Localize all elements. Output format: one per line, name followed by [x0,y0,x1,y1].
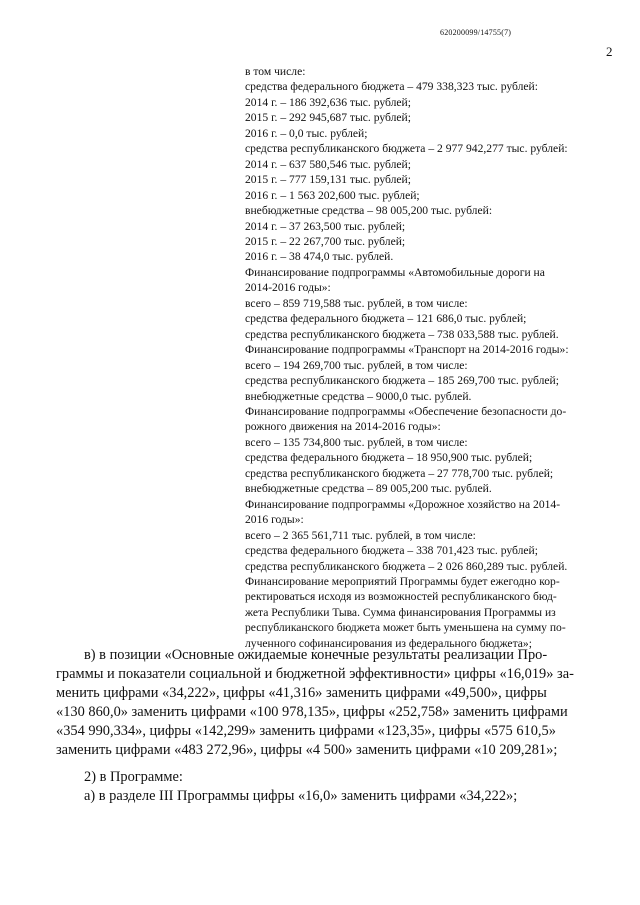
funding-line: Финансирование подпрограммы «Транспорт на 2014-2016 годы»: [245,343,569,357]
funding-line: рожного движения на 2014-2016 годы»: [245,420,441,434]
funding-line: средства федерального бюджета – 121 686,0 тыс. рублей; [245,312,527,326]
funding-line: 2016 годы»: [245,513,304,527]
funding-line: Финансирование подпрограммы «Автомобильные дороги на [245,265,545,279]
funding-line: Финансирование мероприятий Программы будет ежегодно кор- [245,574,560,588]
funding-line: всего – 859 719,588 тыс. рублей, в том числе: [245,296,468,310]
funding-line: лученного софинансирования из федерального бюджета»; [245,636,532,650]
funding-line: 2016 г. – 38 474,0 тыс. рублей. [245,250,394,264]
paragraph-2 [56,768,612,806]
funding-line: всего – 194 269,700 тыс. рублей, в том числе: [245,358,468,372]
funding-line: 2014 г. – 37 263,500 тыс. рублей; [245,219,406,233]
funding-line: средства федерального бюджета – 479 338,323 тыс. рублей: [245,80,538,94]
funding-line: средства республиканского бюджета – 2 977 942,277 тыс. рублей: [245,142,568,156]
paragraph-line: заменить цифрами «483 272,96», цифры «4 500» заменить цифрами «10 209,281»; [56,741,558,758]
funding-line: средства республиканского бюджета – 185 269,700 тыс. рублей; [245,374,559,388]
funding-line: 2014-2016 годы»: [245,281,331,295]
paragraph-line: «130 860,0» заменить цифрами «100 978,135», цифры «252,758» заменить цифрами [56,703,568,720]
paragraph-v [56,646,612,759]
funding-block [245,64,615,651]
funding-line: Финансирование подпрограммы «Дорожное хозяйство на 2014- [245,497,561,511]
funding-line: 2014 г. – 637 580,546 тыс. рублей; [245,157,411,171]
funding-line: внебюджетные средства – 9000,0 тыс. рублей. [245,389,472,403]
funding-line: средства республиканского бюджета – 27 778,700 тыс. рублей; [245,466,554,480]
funding-line: 2016 г. – 1 563 202,600 тыс. рублей; [245,188,420,202]
funding-line: республиканского бюджета может быть уменьшена на сумму по- [245,621,566,635]
funding-line: средства республиканского бюджета – 738 033,588 тыс. рублей. [245,327,559,341]
funding-line: средства федерального бюджета – 338 701,423 тыс. рублей; [245,544,538,558]
funding-line: 2015 г. – 777 159,131 тыс. рублей; [245,173,411,187]
funding-line: внебюджетные средства – 89 005,200 тыс. рублей. [245,482,492,496]
funding-line: жета Республики Тыва. Сумма финансирования Программы из [245,605,556,619]
funding-line: ректироваться исходя из возможностей республиканского бюд- [245,590,557,604]
funding-line: средства республиканского бюджета – 2 026 860,289 тыс. рублей. [245,559,568,573]
funding-line: внебюджетные средства – 98 005,200 тыс. рублей: [245,204,493,218]
paragraph-line: «354 990,334», цифры «142,299» заменить цифрами «123,35», цифры «575 610,5» [56,722,556,739]
funding-line: в том числе: [245,65,306,78]
funding-line: всего – 135 734,800 тыс. рублей, в том числе: [245,435,468,449]
funding-line: 2014 г. – 186 392,636 тыс. рублей; [245,95,411,109]
funding-line: 2015 г. – 22 267,700 тыс. рублей; [245,234,406,248]
funding-line: средства федерального бюджета – 18 950,900 тыс. рублей; [245,451,533,465]
paragraph-line: граммы и показатели социальной и бюджетной эффективности» цифры «16,019» за- [56,665,574,682]
funding-line: 2015 г. – 292 945,687 тыс. рублей; [245,111,411,125]
funding-line: всего – 2 365 561,711 тыс. рублей, в том числе: [245,528,476,542]
paragraph-line: в) в позиции «Основные ожидаемые конечные результаты реализации Про- [84,647,548,663]
paragraph-line: 2) в Программе: [84,769,183,785]
funding-line: 2016 г. – 0,0 тыс. рублей; [245,126,368,140]
paragraph-line: а) в разделе III Программы цифры «16,0» заменить цифрами «34,222»; [84,787,518,804]
page-number: 2 [606,44,613,59]
document-number: 620200099/14755(7) [440,28,512,37]
funding-line: Финансирование подпрограммы «Обеспечение безопасности до- [245,404,567,418]
paragraph-line: менить цифрами «34,222», цифры «41,316» заменить цифрами «49,500», цифры [56,684,547,701]
